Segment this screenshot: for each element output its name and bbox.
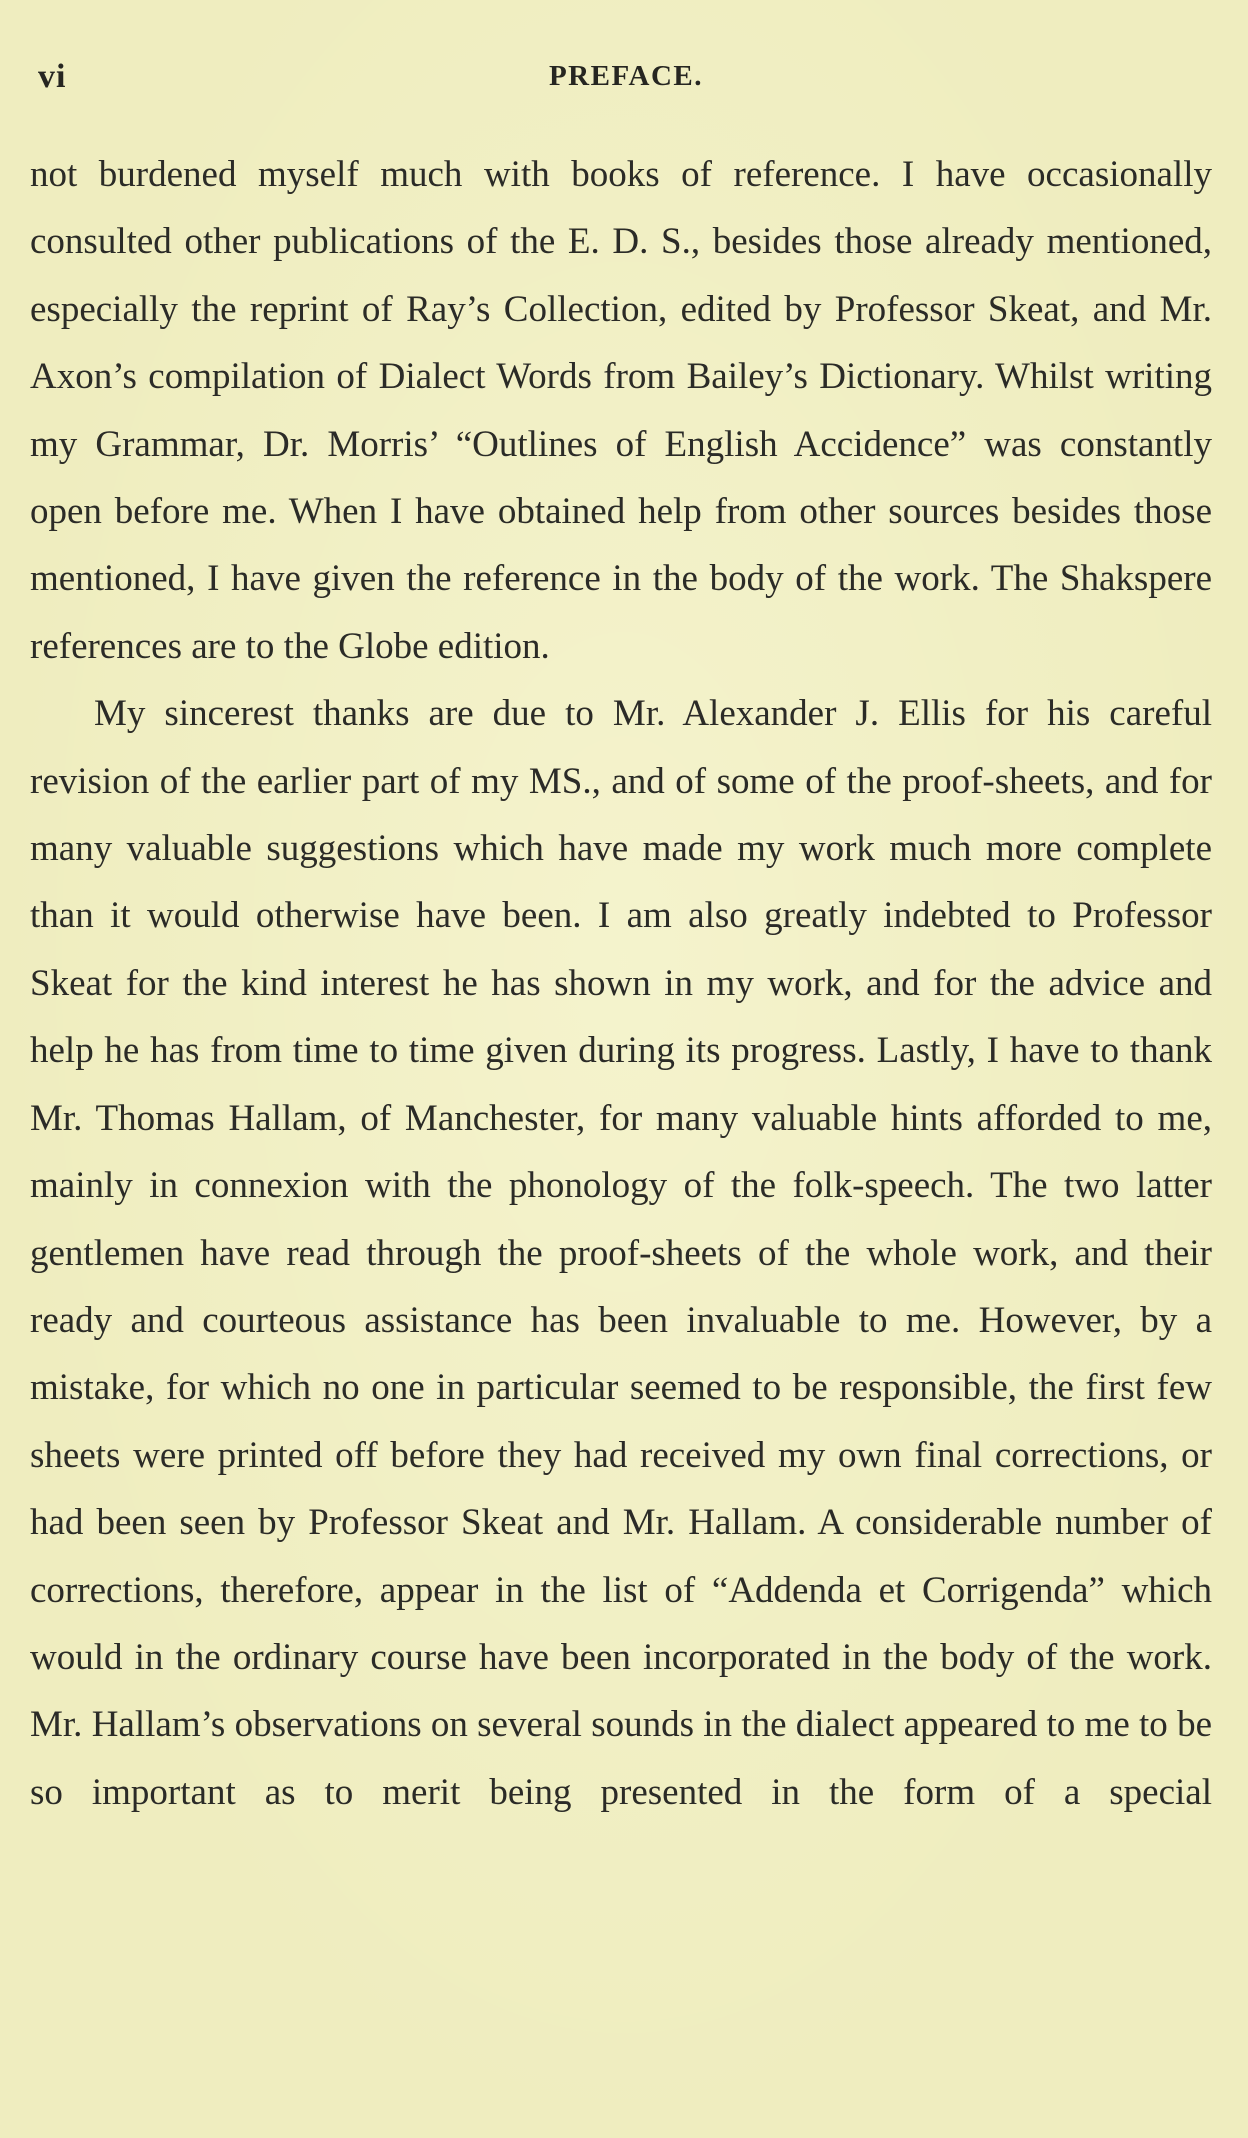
page-number: vi — [38, 58, 67, 95]
paragraph-2: My sincerest thanks are due to Mr. Alexander J. Ellis for his careful revision of the earlier part of my MS., and of some of the proof-sheets, and for many valuable suggestions which have made my work much more complete than it would otherwise have been. I am also greatly indebted to Professor Skeat for the kind interest he has shown in my work, and for the advice and help he has from time to time given during its progress. Lastly, I have to thank Mr. Thomas Hallam, of Manchester, for many valuable hints afforded to me, mainly in connexion with the phonology of the folk-speech. The two latter gentlemen have read through the proof-sheets of the whole work, and their ready and courteous assistance has been invaluable to me. However, by a mistake, for which no one in particular seemed to be responsible, the first few sheets were printed off before they had received my own final corrections, or had been seen by Professor Skeat and Mr. Hallam. A considerable number of corrections, therefore, appear in the list of “Addenda et Corrigenda” which would in the ordinary course have been incorporated in the body of the work. Mr. Hallam’s observations on several sounds in the dialect appeared to me to be so important as to merit being presented in the form of a special — [30, 693, 1212, 1813]
running-title: PREFACE. — [548, 60, 704, 92]
page-header — [38, 58, 1214, 98]
body-text — [30, 141, 1212, 1826]
paragraph-1: not burdened myself much with books of reference. I have occasionally consulted other publications of the E. D. S., besides those already mentioned, especially the reprint of Ray’s Collection, edited by Professor Skeat, and Mr. Axon’s compilation of Dialect Words from Bailey’s Dictionary. Whilst writing my Grammar, Dr. Morris’ “Outlines of English Accidence” was constantly open before me. When I have obtained help from other sources besides those mentioned, I have given the reference in the body of the work. The Shakspere references are to the Globe edition. — [30, 154, 1212, 667]
